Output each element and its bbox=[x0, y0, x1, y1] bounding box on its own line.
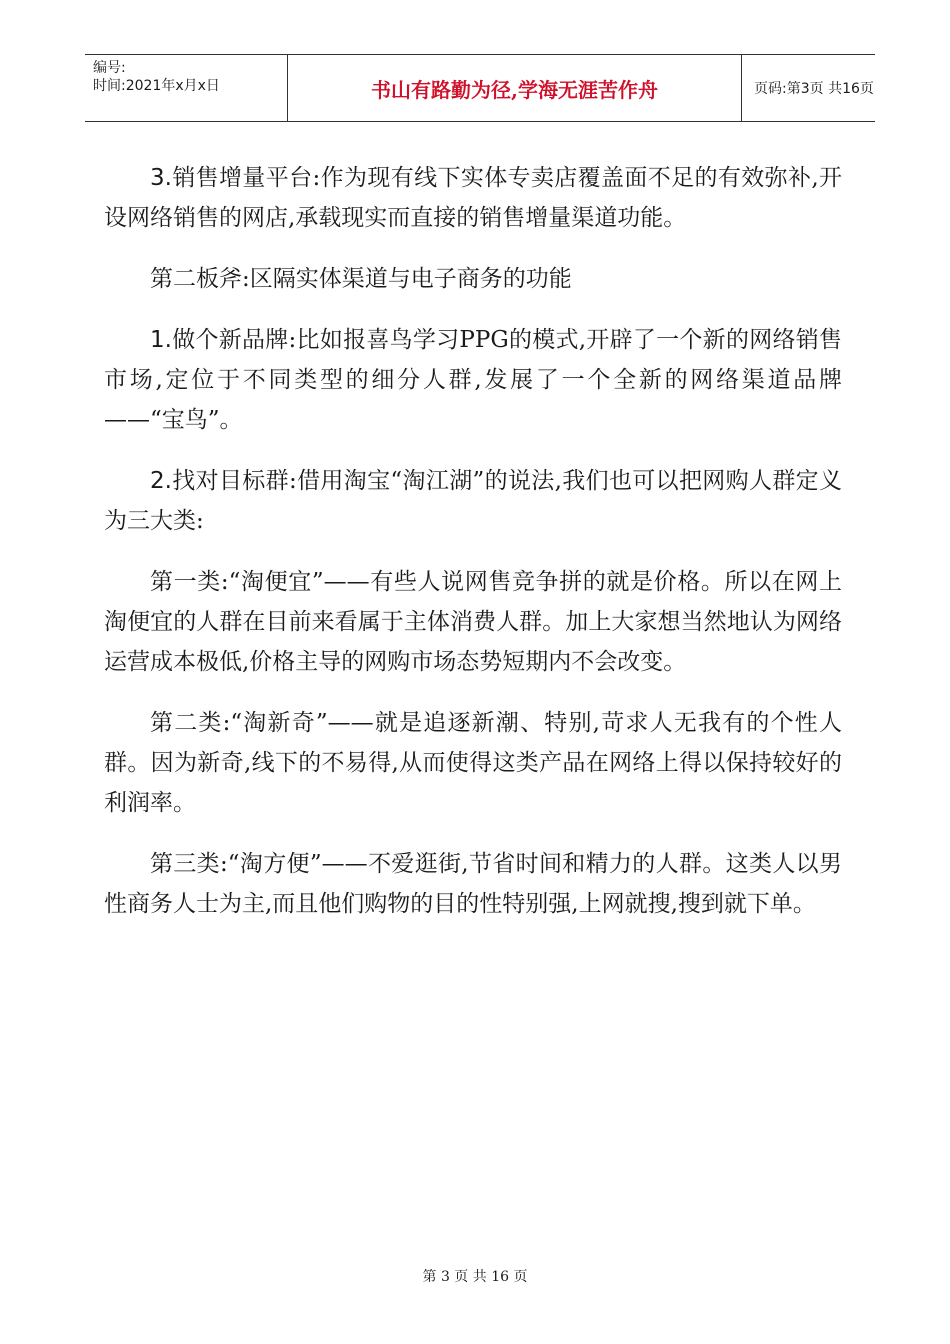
list-number: 1. bbox=[150, 327, 172, 353]
paragraph-text: 第一类:“淘便宜”——有些人说网售竞争拼的就是价格。所以在网上淘便宜的人群在目前来看属于主体消费人群。加上大家想当然地认为网络运营成本极低,价格主导的网购市场态势短期内不会改变。 bbox=[104, 569, 842, 675]
page-header bbox=[85, 54, 875, 122]
page-footer: 第 3 页 共 16 页 bbox=[422, 1269, 528, 1285]
list-number: 3. bbox=[150, 165, 172, 191]
section-heading bbox=[104, 259, 842, 299]
paragraph-text: 第三类:“淘方便”——不爱逛街,节省时间和精力的人群。这类人以男性商务人士为主,而且他们购物的目的性特别强,上网就搜,搜到就下单。 bbox=[104, 851, 842, 917]
paragraph-text: 做个新品牌:比如报喜鸟学习PPG的模式,开辟了一个新的网络销售市场,定位于不同类型的细分人群,发展了一个全新的网络渠道品牌——“宝鸟”。 bbox=[104, 327, 842, 433]
paragraph bbox=[104, 461, 842, 541]
paragraph bbox=[104, 320, 842, 440]
paragraph-text: 第二类:“淘新奇”——就是追逐新潮、特别,苛求人无我有的个性人群。因为新奇,线下的不易得,从而使得这类产品在网络上得以保持较好的利润率。 bbox=[104, 710, 842, 816]
document-body bbox=[104, 158, 842, 945]
list-number: 2. bbox=[150, 468, 172, 494]
paragraph bbox=[104, 562, 842, 682]
header-meta bbox=[85, 55, 287, 121]
document-date-label: 时间:2021年x月x日 bbox=[93, 78, 220, 94]
paragraph bbox=[104, 844, 842, 924]
paragraph bbox=[104, 703, 842, 823]
header-motto: 书山有路勤为径,学海无涯苦作舟 bbox=[287, 55, 742, 121]
header-page-number: 页码:第3页 共16页 bbox=[754, 81, 874, 97]
paragraph-text: 销售增量平台:作为现有线下实体专卖店覆盖面不足的有效弥补,开设网络销售的网店,承载现实而直接的销售增量渠道功能。 bbox=[104, 165, 842, 231]
paragraph-text: 找对目标群:借用淘宝“淘江湖”的说法,我们也可以把网购人群定义为三大类: bbox=[104, 468, 842, 534]
document-number-label: 编号: bbox=[93, 60, 126, 76]
paragraph bbox=[104, 158, 842, 238]
paragraph-text: 第二板斧:区隔实体渠道与电子商务的功能 bbox=[150, 266, 572, 292]
